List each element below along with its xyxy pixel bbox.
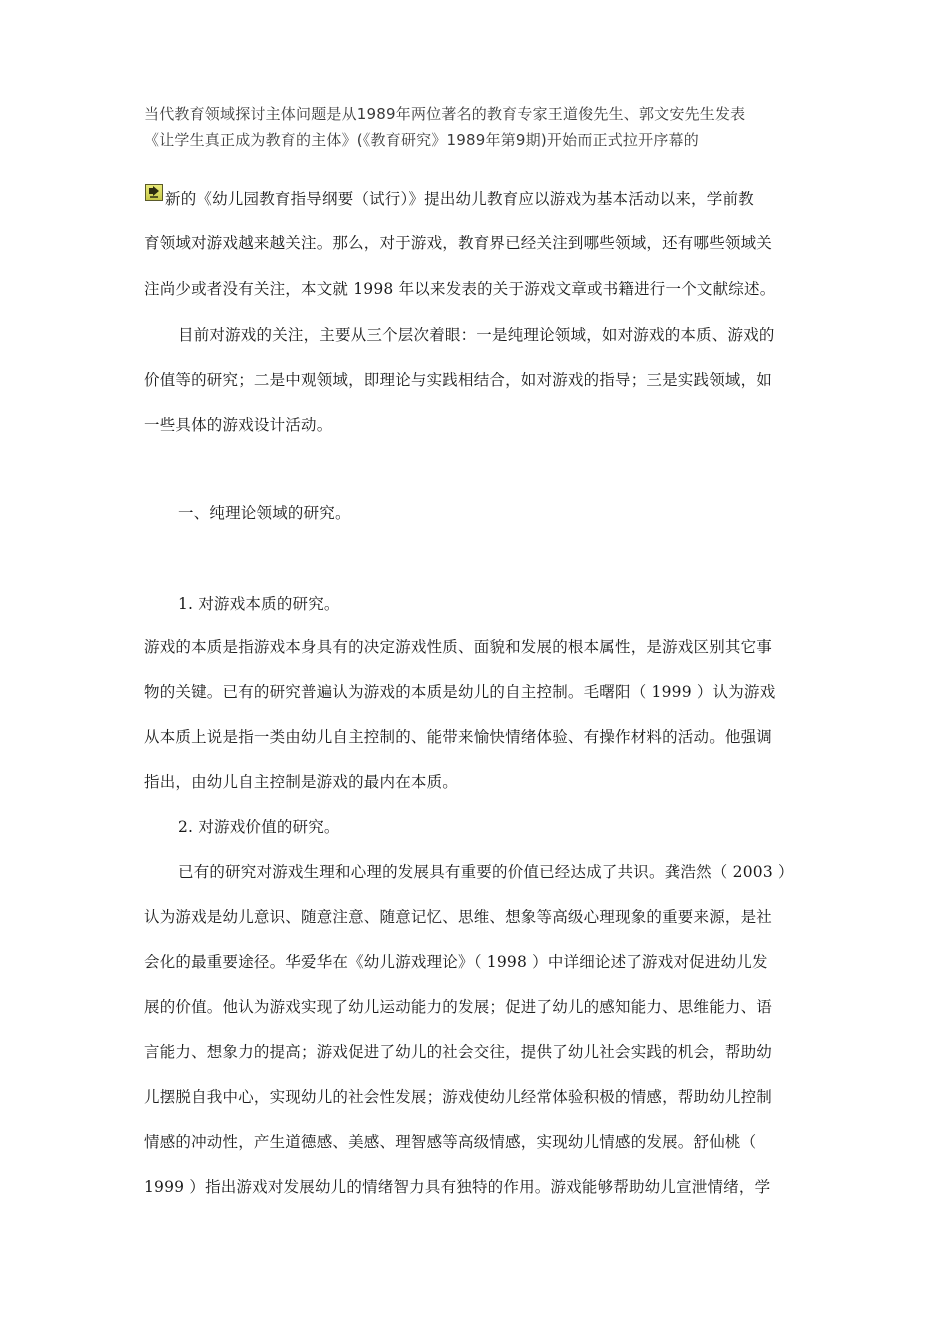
- para4-line-4: 展的价值。他认为游戏实现了幼儿运动能力的发展；促进了幼儿的感知能力、思维能力、语: [144, 998, 773, 1016]
- para4-line-5: 言能力、想象力的提高；游戏促进了幼儿的社会交往，提供了幼儿社会实践的机会，帮助幼: [144, 1043, 773, 1061]
- para4-line-1: 已有的研究对游戏生理和心理的发展具有重要的价值已经达成了共识。龚浩然（ 2003 ）: [178, 863, 794, 881]
- para4-line-6: 儿摆脱自我中心，实现幼儿的社会性发展；游戏使幼儿经常体验积极的情感，帮助幼儿控制: [144, 1088, 773, 1106]
- para3-line-4: 指出，由幼儿自主控制是游戏的最内在本质。: [144, 773, 459, 791]
- para3-line-3: 从本质上说是指一类由幼儿自主控制的、能带来愉快情绪体验、有操作材料的活动。他强调: [144, 728, 773, 746]
- para1-line-1: 新的《幼儿园教育指导纲要（试行）》提出幼儿教育应以游戏为基本活动以来，学前教: [165, 190, 754, 208]
- para4-line-7: 情感的冲动性，产生道德感、美感、理智感等高级情感，实现幼儿情感的发展。舒仙桃（: [144, 1133, 757, 1151]
- subheading-1: 1. 对游戏本质的研究。: [178, 595, 340, 613]
- para2-line-2: 价值等的研究；二是中观领域，即理论与实践相结合，如对游戏的指导；三是实践领域，如: [144, 371, 773, 389]
- para1-line-3: 注尚少或者没有关注，本文就 1998 年以来发表的关于游戏文章或书籍进行一个文献综述。: [144, 280, 776, 298]
- para4-line-3: 会化的最重要途径。华爱华在《幼儿游戏理论》（ 1998 ）中详细论述了游戏对促进幼儿发: [144, 953, 768, 971]
- para1-line-2: 育领域对游戏越来越关注。那么，对于游戏，教育界已经关注到哪些领域，还有哪些领域关: [144, 234, 773, 252]
- intro-line-1: 当代教育领域探讨主体问题是从1989年两位著名的教育专家王道俊先生、郭文安先生发表: [144, 105, 746, 123]
- para4-line-8: 1999 ）指出游戏对发展幼儿的情绪智力具有独特的作用。游戏能够帮助幼儿宣泄情绪，学: [144, 1178, 771, 1196]
- para3-line-1: 游戏的本质是指游戏本身具有的决定游戏性质、面貌和发展的根本属性，是游戏区别其它事: [144, 638, 773, 656]
- subheading-2: 2. 对游戏价值的研究。: [178, 818, 340, 836]
- doc-link-icon[interactable]: [145, 184, 163, 201]
- para2-line-3: 一些具体的游戏设计活动。: [144, 416, 333, 434]
- section-heading-1: 一、纯理论领域的研究。: [178, 504, 351, 522]
- para3-line-2: 物的关键。已有的研究普遍认为游戏的本质是幼儿的自主控制。毛曙阳（ 1999 ）认为游戏: [144, 683, 776, 701]
- intro-line-2: 《让学生真正成为教育的主体》(《教育研究》1989年第9期)开始而正式拉开序幕的: [144, 131, 699, 149]
- para2-line-1: 目前对游戏的关注，主要从三个层次着眼：一是纯理论领域，如对游戏的本质、游戏的: [178, 326, 775, 344]
- para4-line-2: 认为游戏是幼儿意识、随意注意、随意记忆、思维、想象等高级心理现象的重要来源，是社: [144, 908, 773, 926]
